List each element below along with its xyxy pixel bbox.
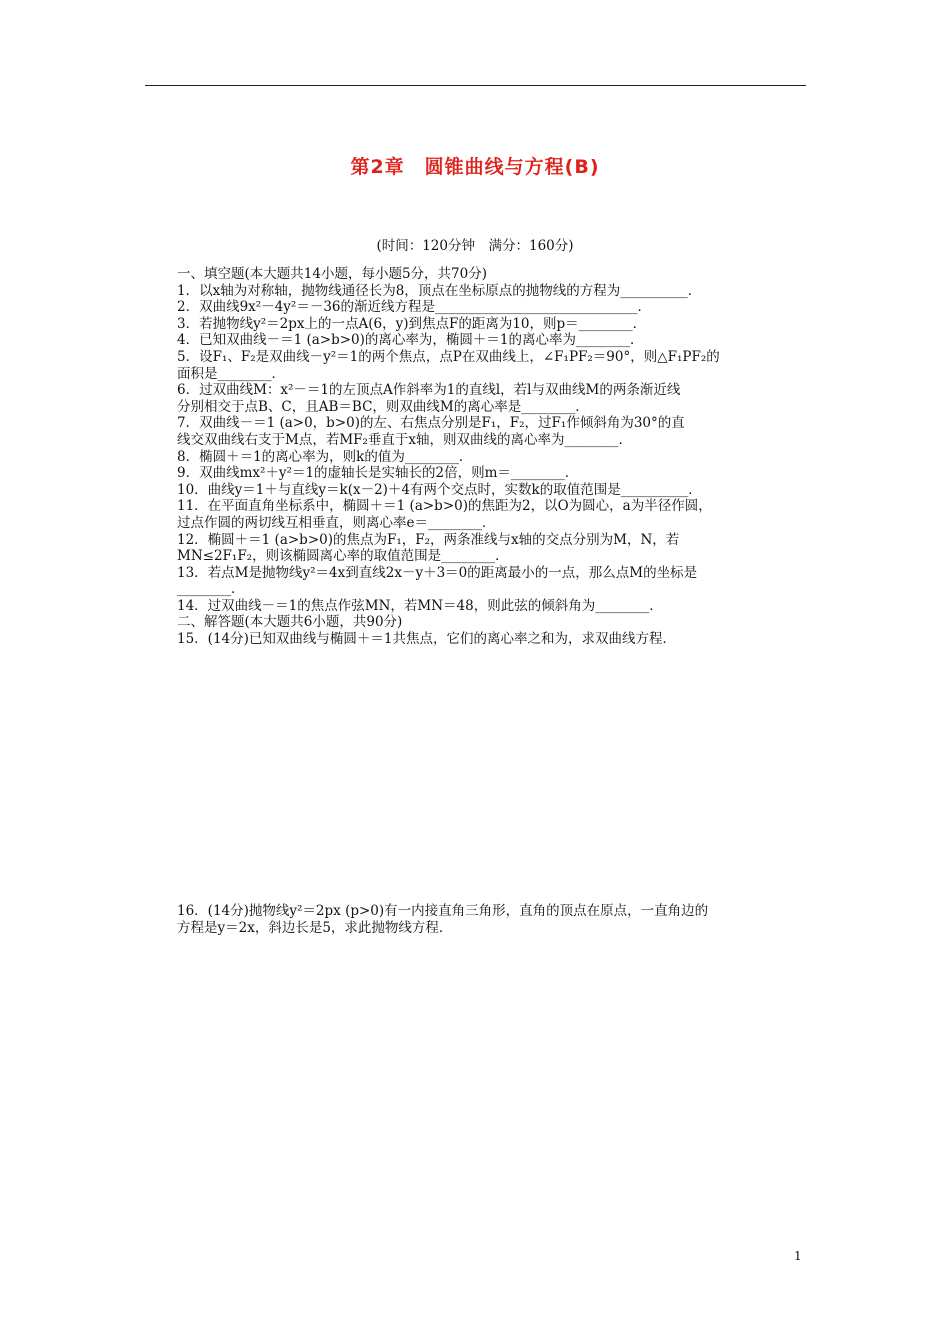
- question-line: 过点作圆的两切线互相垂直，则离心率e＝________．: [177, 514, 496, 531]
- question-line: 14．过双曲线－＝1的焦点作弦MN，若MN＝48，则此弦的倾斜角为________．: [177, 597, 663, 614]
- question-line: ________．: [177, 581, 245, 598]
- question-line: 面积是________．: [177, 365, 285, 382]
- question-line: 1．以x轴为对称轴，抛物线通径长为8，顶点在坐标原点的抛物线的方程为__________．: [177, 282, 702, 299]
- question-line: 13．若点M是抛物线y²＝4x到直线2x－y＋3＝0的距离最小的一点，那么点M的坐标是: [177, 564, 698, 581]
- question-16: [177, 903, 817, 936]
- page-title: 第2章 圆锥曲线与方程(B): [350, 156, 600, 178]
- exam-info: (时间：120分钟 满分：160分): [376, 238, 574, 254]
- questions-block: [177, 266, 817, 648]
- question-line: 12．椭圆＋＝1 (a>b>0)的焦点为F₁，F₂，两条准线与x轴的交点分别为M，N，若: [177, 531, 680, 548]
- question-line: 3．若抛物线y²＝2px上的一点A(6，y)到焦点F的距离为10，则p＝________．: [177, 315, 647, 332]
- question-line: 8．椭圆＋＝1的离心率为，则k的值为________．: [177, 448, 473, 465]
- question-line: 方程是y＝2x，斜边长是5，求此抛物线方程．: [177, 919, 453, 936]
- question-line: 16．(14分)抛物线y²＝2px (p>0)有一内接直角三角形，直角的顶点在原点，一直角边的: [177, 903, 709, 919]
- question-line: MN≤2F₁F₂，则该椭圆离心率的取值范围是________．: [177, 548, 509, 565]
- question-line: 5．设F₁、F₂是双曲线－y²＝1的两个焦点，点P在双曲线上，∠F₁PF₂＝90°，则△F₁PF₂的: [177, 348, 720, 365]
- question-line: 10．曲线y＝1＋与直线y＝k(x－2)＋4有两个交点时，实数k的取值范围是__________．: [177, 481, 702, 498]
- question-line: 4．已知双曲线－＝1 (a>b>0)的离心率为，椭圆＋＝1的离心率为________．: [177, 332, 644, 349]
- question-line: 2．双曲线9x²－4y²＝－36的渐近线方程是______________________________．: [177, 299, 652, 316]
- question-line: 15．(14分)已知双曲线与椭圆＋＝1共焦点，它们的离心率之和为，求双曲线方程．: [177, 631, 676, 648]
- question-line: 6．过双曲线M：x²－＝1的左顶点A作斜率为1的直线l，若l与双曲线M的两条渐近线: [177, 382, 681, 399]
- question-line: 分别相交于点B、C，且AB＝BC，则双曲线M的离心率是________．: [177, 398, 589, 415]
- page-number: 1: [794, 1249, 802, 1263]
- question-line: 线交双曲线右支于M点，若MF₂垂直于x轴，则双曲线的离心率为________．: [177, 431, 633, 448]
- question-line: 7．双曲线－＝1 (a>0，b>0)的左、右焦点分别是F₁，F₂，过F₁作倾斜角为30°的直: [177, 415, 685, 432]
- question-line: 9．双曲线mx²＋y²＝1的虚轴长是实轴长的2倍，则m＝________．: [177, 465, 579, 482]
- section-heading-fill-in: 一、填空题(本大题共14小题，每小题5分，共70分): [177, 266, 487, 282]
- section-heading-solutions: 二、解答题(本大题共6小题，共90分): [177, 614, 403, 631]
- question-line: 11．在平面直角坐标系中，椭圆＋＝1 (a>b>0)的焦距为2，以O为圆心，a为半径作圆，: [177, 498, 712, 515]
- header-rule: [145, 85, 806, 86]
